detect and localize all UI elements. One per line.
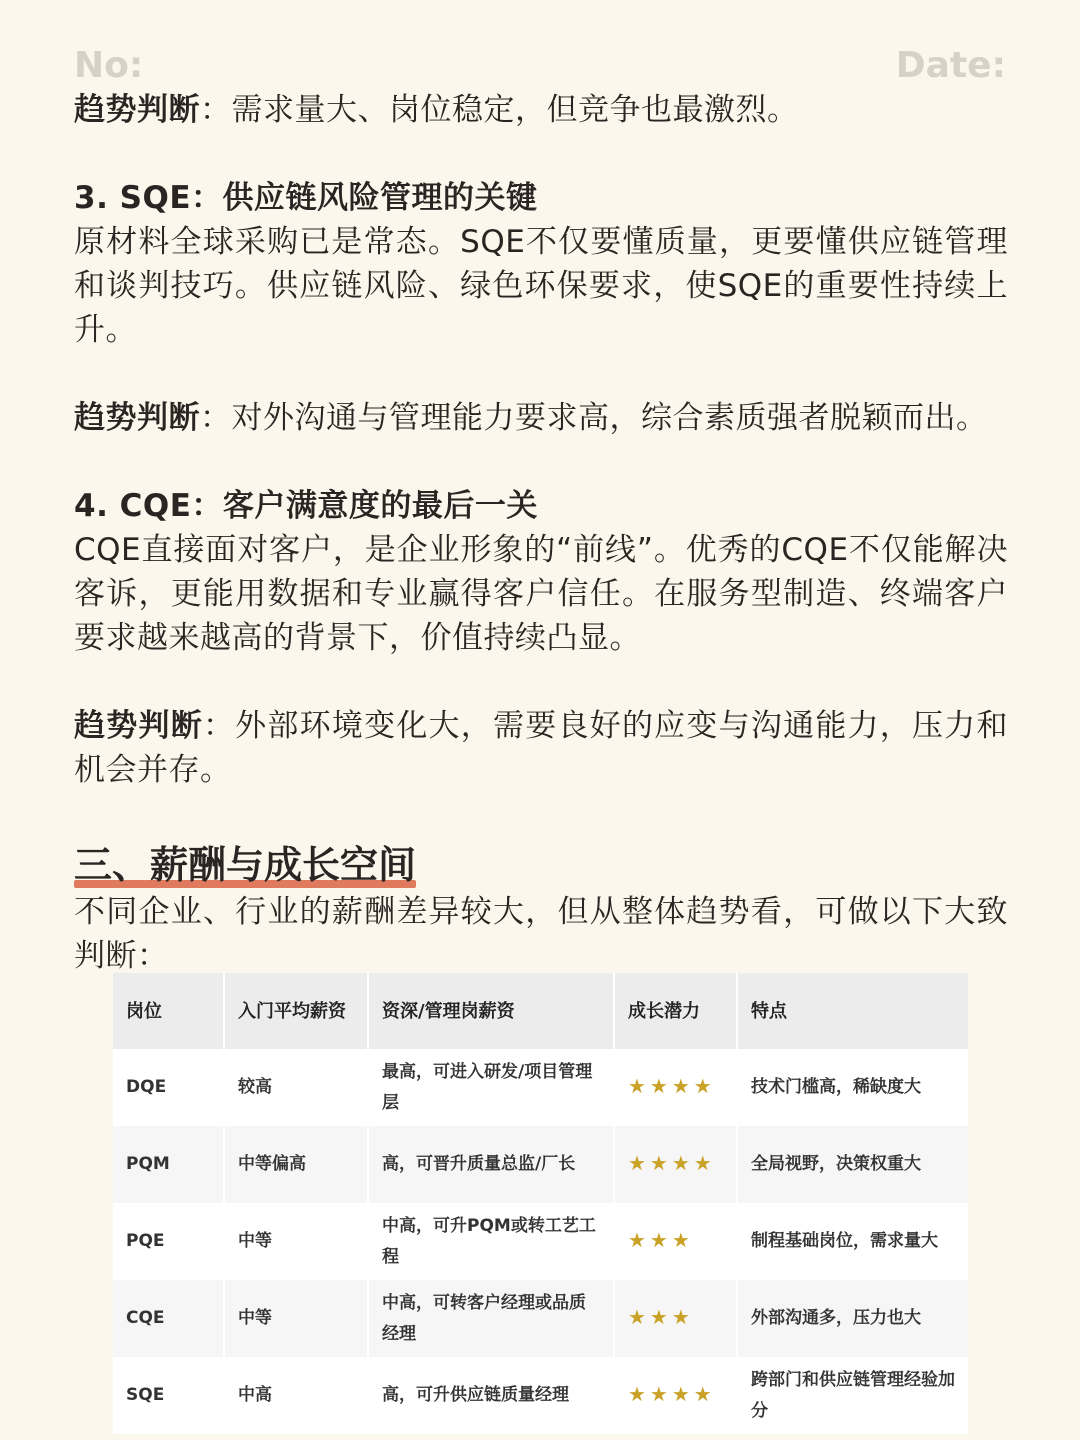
cell-feature: 全局视野，决策权重大 [751,1154,921,1174]
cell-entry: 较高 [224,1049,368,1126]
cell-senior: 高，可晋升质量总监/厂长 [368,1126,614,1203]
cell-senior: 高，可升供应链质量经理 [368,1357,614,1434]
table-row [113,1049,968,1126]
no-label: No: [74,45,144,86]
cell-entry: 中高 [224,1357,368,1434]
section-title [74,840,416,890]
star-rating-icon: ★★★★ [628,1382,716,1406]
cell-feature: 技术门槛高，稀缺度大 [751,1077,921,1097]
cell-role: PQM [113,1126,224,1203]
col-header-growth: 成长潜力 [614,973,737,1049]
note-header [74,46,1006,86]
cell-entry: 中等偏高 [224,1126,368,1203]
cell-feature: 外部沟通多，压力也大 [751,1308,921,1328]
cell-growth [614,1126,737,1203]
table-header-row [113,973,968,1049]
cell-feature: 制程基础岗位，需求量大 [751,1231,938,1251]
cell-role: SQE [113,1357,224,1434]
col-header-feature: 特点 [751,1000,787,1022]
star-rating-icon: ★★★ [628,1305,694,1329]
trend-label: 趋势判断 [74,400,200,436]
trend-text: ：对外沟通与管理能力要求高，综合素质强者脱颖而出。 [200,400,988,436]
cqe-heading: 4. CQE：客户满意度的最后一关 [74,488,538,524]
date-label: Date: [895,45,1006,86]
cell-senior: 最高，可进入研发/项目管理层 [368,1049,614,1126]
cell-role: DQE [113,1049,224,1126]
cell-feature: 跨部门和供应链管理经验加分 [751,1369,955,1421]
star-rating-icon: ★★★ [628,1228,694,1252]
sqe-heading: 3. SQE：供应链风险管理的关键 [74,180,538,216]
sqe-body: 原材料全球采购已是常态。SQE不仅要懂质量，更要懂供应链管理和谈判技巧。供应链风险、绿色环保要求，使SQE的重要性持续上升。 [74,224,1008,348]
table-row [113,1203,968,1280]
trend-label: 趋势判断 [74,92,200,128]
pqe-trend-paragraph [74,88,1008,132]
cell-growth [614,1280,737,1357]
salary-table [113,973,968,1434]
cqe-trend-paragraph [74,704,1008,792]
trend-text: ：需求量大、岗位稳定，但竞争也最激烈。 [200,92,799,128]
article-content [74,88,1008,978]
sqe-trend-paragraph [74,396,1008,440]
table-row [113,1357,968,1434]
cell-growth [614,1357,737,1434]
col-header-entry-salary: 入门平均薪资 [224,973,368,1049]
cell-entry: 中等 [224,1203,368,1280]
col-header-senior-salary: 资深/管理岗薪资 [368,973,614,1049]
cell-senior: 中高，可转客户经理或品质经理 [368,1280,614,1357]
salary-intro: 不同企业、行业的薪酬差异较大，但从整体趋势看，可做以下大致判断： [74,894,1008,974]
col-header-role: 岗位 [113,973,224,1049]
cell-growth [614,1203,737,1280]
section-title-text: 三、薪酬与成长空间 [74,843,417,887]
cell-senior: 中高，可升PQM或转工艺工程 [368,1203,614,1280]
cqe-body: CQE直接面对客户，是企业形象的“前线”。优秀的CQE不仅能解决客诉，更能用数据和专业赢得客户信任。在服务型制造、终端客户要求越来越高的背景下，价值持续凸显。 [74,532,1008,656]
table-row [113,1126,968,1203]
star-rating-icon: ★★★★ [628,1151,716,1175]
table-row [113,1280,968,1357]
cell-role: CQE [113,1280,224,1357]
cell-role: PQE [113,1203,224,1280]
cell-entry: 中等 [224,1280,368,1357]
cell-growth [614,1049,737,1126]
star-rating-icon: ★★★★ [628,1074,716,1098]
trend-label: 趋势判断 [74,708,203,744]
trend-text: ：外部环境变化大，需要良好的应变与沟通能力，压力和机会并存。 [74,708,1009,788]
